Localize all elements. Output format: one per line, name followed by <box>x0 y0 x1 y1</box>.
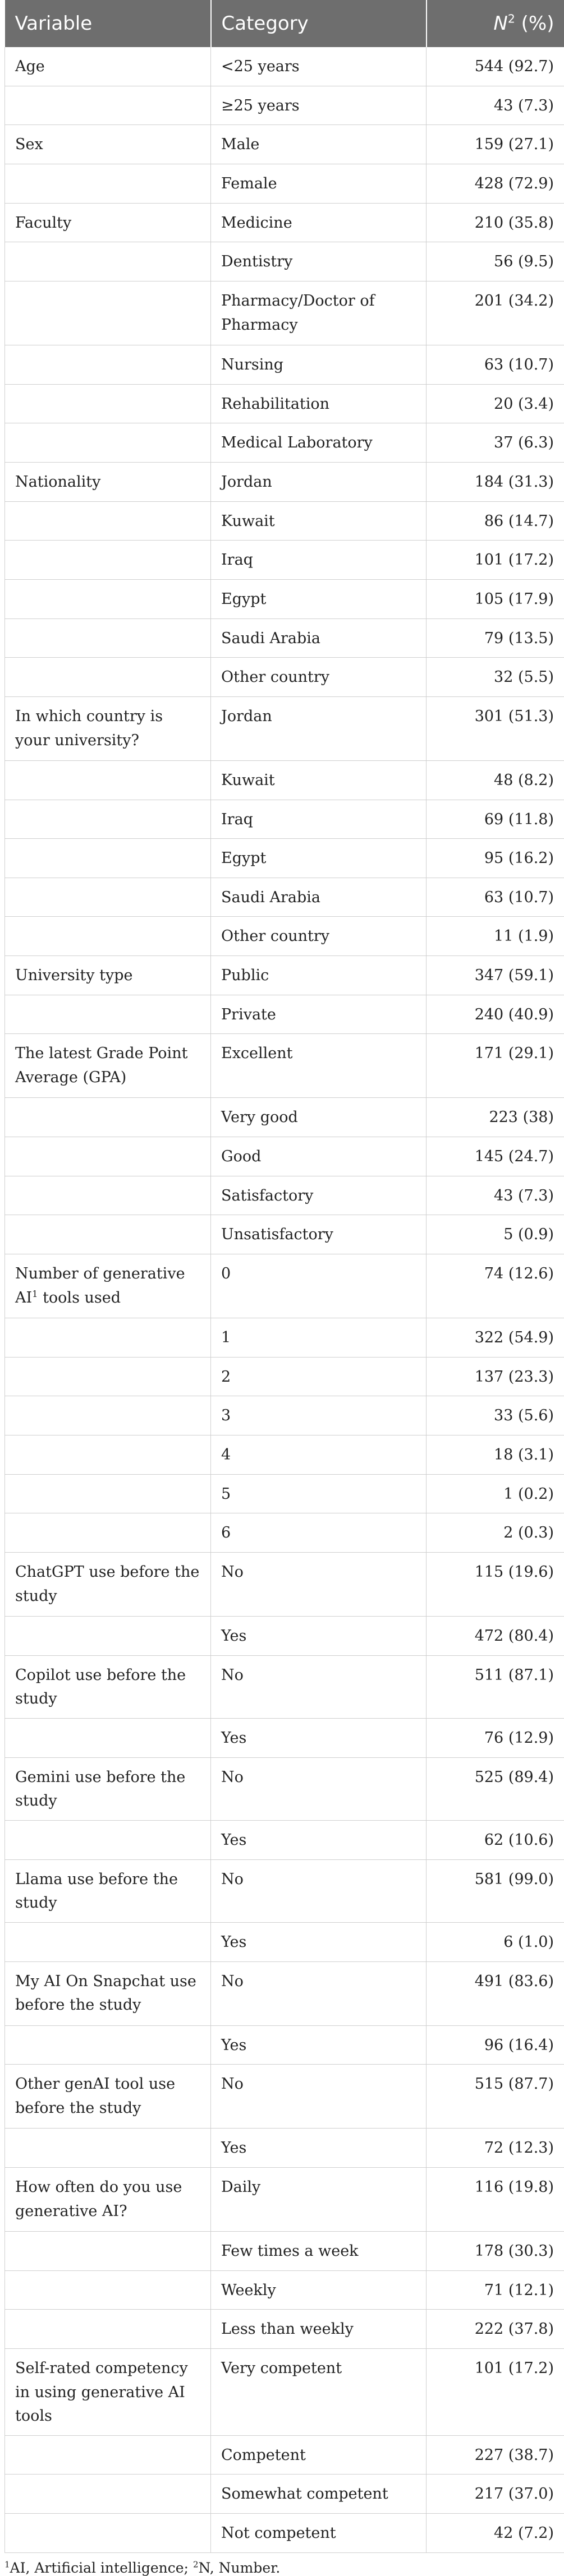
cell-category: No <box>211 1961 427 2025</box>
table-row <box>5 1396 564 1435</box>
cell-category: No <box>211 1859 427 1922</box>
table-row <box>5 2167 564 2231</box>
cell-count-percent: 1 (0.2) <box>427 1474 564 1513</box>
table-row <box>5 1176 564 1215</box>
table-row <box>5 281 564 345</box>
table-row <box>5 86 564 125</box>
cell-count-percent: 62 (10.6) <box>427 1820 564 1859</box>
cell-count-percent: 69 (11.8) <box>427 800 564 839</box>
cell-variable <box>5 125 211 164</box>
cell-count-percent: 18 (3.1) <box>427 1435 564 1475</box>
cell-category: Iraq <box>211 800 427 839</box>
header-count-percent <box>427 0 564 47</box>
cell-count-percent: 115 (19.6) <box>427 1553 564 1617</box>
cell-variable <box>5 1655 211 1718</box>
table-row <box>5 696 564 760</box>
cell-variable <box>5 1034 211 1098</box>
cell-count-percent: 201 (34.2) <box>427 281 564 345</box>
table-row <box>5 1961 564 2025</box>
cell-category: Saudi Arabia <box>211 618 427 658</box>
cell-variable <box>5 541 211 580</box>
variable-text: Sex <box>15 136 43 153</box>
table-row <box>5 618 564 658</box>
cell-variable <box>5 658 211 697</box>
cell-category: Kuwait <box>211 501 427 541</box>
cell-category: Yes <box>211 2129 427 2168</box>
header-n-suffix: (%) <box>515 12 554 35</box>
table-row <box>5 1820 564 1859</box>
table-row <box>5 462 564 501</box>
cell-variable <box>5 2025 211 2065</box>
cell-category: 6 <box>211 1513 427 1553</box>
cell-count-percent: 72 (12.3) <box>427 2129 564 2168</box>
cell-count-percent: 74 (12.6) <box>427 1254 564 1318</box>
cell-variable <box>5 878 211 917</box>
table-row <box>5 800 564 839</box>
cell-category: No <box>211 1553 427 1617</box>
cell-category: Public <box>211 956 427 995</box>
cell-count-percent: 217 (37.0) <box>427 2475 564 2514</box>
cell-category: Somewhat competent <box>211 2475 427 2514</box>
cell-count-percent: 71 (12.1) <box>427 2270 564 2310</box>
header-variable: Variable <box>5 0 211 47</box>
cell-count-percent: 37 (6.3) <box>427 423 564 463</box>
cell-count-percent: 525 (89.4) <box>427 1757 564 1820</box>
cell-category: Daily <box>211 2167 427 2231</box>
cell-variable <box>5 618 211 658</box>
cell-category: Male <box>211 125 427 164</box>
cell-variable <box>5 1318 211 1358</box>
footnote-text-1: AI, Artificial intelligence; <box>10 2560 193 2576</box>
cell-variable <box>5 1396 211 1435</box>
cell-category: Medicine <box>211 203 427 242</box>
table-row <box>5 501 564 541</box>
cell-variable <box>5 579 211 618</box>
header-row <box>5 0 564 47</box>
cell-variable <box>5 2310 211 2349</box>
cell-count-percent: 95 (16.2) <box>427 839 564 878</box>
cell-category: Jordan <box>211 696 427 760</box>
cell-count-percent: 515 (87.7) <box>427 2065 564 2129</box>
cell-count-percent: 227 (38.7) <box>427 2435 564 2475</box>
cell-variable <box>5 917 211 956</box>
cell-count-percent: 322 (54.9) <box>427 1318 564 1358</box>
cell-category: Unsatisfactory <box>211 1215 427 1254</box>
variable-text: Llama use before the study <box>15 1871 178 1912</box>
cell-count-percent: 159 (27.1) <box>427 125 564 164</box>
table-row <box>5 164 564 203</box>
cell-category: Yes <box>211 1718 427 1757</box>
cell-variable <box>5 696 211 760</box>
cell-count-percent: 43 (7.3) <box>427 1176 564 1215</box>
variable-text: Faculty <box>15 214 71 232</box>
cell-category: Jordan <box>211 462 427 501</box>
cell-category: No <box>211 2065 427 2129</box>
cell-category: 3 <box>211 1396 427 1435</box>
table-row <box>5 1718 564 1757</box>
table-row <box>5 1757 564 1820</box>
table-footnote <box>4 2560 564 2576</box>
cell-category: Excellent <box>211 1034 427 1098</box>
cell-count-percent: 101 (17.2) <box>427 2348 564 2435</box>
cell-variable <box>5 86 211 125</box>
cell-variable <box>5 1922 211 1961</box>
cell-variable <box>5 1757 211 1820</box>
table-row <box>5 2065 564 2129</box>
cell-variable <box>5 242 211 281</box>
cell-category: Good <box>211 1137 427 1176</box>
table-row <box>5 1357 564 1396</box>
footnote-marker-2: 2 <box>193 2559 199 2569</box>
table-row <box>5 345 564 384</box>
cell-variable <box>5 2514 211 2553</box>
cell-variable <box>5 1137 211 1176</box>
cell-variable <box>5 2348 211 2435</box>
cell-count-percent: 48 (8.2) <box>427 760 564 800</box>
cell-category: Not competent <box>211 2514 427 2553</box>
cell-variable <box>5 2435 211 2475</box>
table-row <box>5 1098 564 1137</box>
cell-count-percent: 223 (38) <box>427 1098 564 1137</box>
variable-text: Copilot use before the study <box>15 1666 186 1708</box>
cell-count-percent: 33 (5.6) <box>427 1396 564 1435</box>
cell-count-percent: 101 (17.2) <box>427 541 564 580</box>
table-row <box>5 2348 564 2435</box>
cell-category: Nursing <box>211 345 427 384</box>
cell-count-percent: 43 (7.3) <box>427 86 564 125</box>
variable-text: The latest Grade Point Average (GPA) <box>15 1045 187 1086</box>
cell-category: No <box>211 1757 427 1820</box>
cell-category: Competent <box>211 2435 427 2475</box>
cell-category: Dentistry <box>211 242 427 281</box>
header-category: Category <box>211 0 427 47</box>
table-row <box>5 423 564 463</box>
cell-category: Very good <box>211 1098 427 1137</box>
cell-count-percent: 42 (7.2) <box>427 2514 564 2553</box>
variable-text: How often do you use generative AI? <box>15 2178 182 2220</box>
cell-category: Less than weekly <box>211 2310 427 2349</box>
cell-variable <box>5 800 211 839</box>
table-row <box>5 2025 564 2065</box>
footnote-text-2: N, Number. <box>198 2560 280 2576</box>
table-row <box>5 125 564 164</box>
table-row <box>5 1553 564 1617</box>
cell-category: No <box>211 1655 427 1718</box>
cell-count-percent: 491 (83.6) <box>427 1961 564 2025</box>
table-body <box>5 47 564 2552</box>
table-row <box>5 760 564 800</box>
cell-count-percent: 347 (59.1) <box>427 956 564 995</box>
table-row <box>5 1474 564 1513</box>
cell-variable <box>5 1718 211 1757</box>
cell-count-percent: 63 (10.7) <box>427 878 564 917</box>
table-row <box>5 878 564 917</box>
cell-variable <box>5 2231 211 2270</box>
cell-category: Yes <box>211 1820 427 1859</box>
cell-variable <box>5 2167 211 2231</box>
table-row <box>5 1655 564 1718</box>
cell-category: Few times a week <box>211 2231 427 2270</box>
cell-count-percent: 544 (92.7) <box>427 47 564 86</box>
cell-category: Yes <box>211 1922 427 1961</box>
cell-category: Other country <box>211 917 427 956</box>
cell-count-percent: 5 (0.9) <box>427 1215 564 1254</box>
table-row <box>5 1435 564 1475</box>
cell-variable <box>5 1435 211 1475</box>
cell-count-percent: 105 (17.9) <box>427 579 564 618</box>
cell-category: Yes <box>211 1617 427 1656</box>
cell-variable <box>5 1553 211 1617</box>
cell-category: Medical Laboratory <box>211 423 427 463</box>
cell-variable <box>5 2475 211 2514</box>
cell-count-percent: 184 (31.3) <box>427 462 564 501</box>
footnote-marker-1: 1 <box>4 2559 10 2569</box>
cell-category: Other country <box>211 658 427 697</box>
cell-count-percent: 178 (30.3) <box>427 2231 564 2270</box>
cell-count-percent: 6 (1.0) <box>427 1922 564 1961</box>
cell-category: Iraq <box>211 541 427 580</box>
cell-variable <box>5 956 211 995</box>
cell-category: Very competent <box>211 2348 427 2435</box>
table-row <box>5 203 564 242</box>
table-row <box>5 2231 564 2270</box>
cell-category: Rehabilitation <box>211 384 427 423</box>
table-row <box>5 2270 564 2310</box>
cell-variable <box>5 2270 211 2310</box>
cell-variable <box>5 2129 211 2168</box>
cell-variable <box>5 1098 211 1137</box>
cell-variable <box>5 1215 211 1254</box>
cell-count-percent: 145 (24.7) <box>427 1137 564 1176</box>
cell-variable <box>5 1357 211 1396</box>
cell-variable <box>5 281 211 345</box>
variable-text: Other genAI tool use before the study <box>15 2075 175 2117</box>
cell-variable <box>5 1961 211 2025</box>
cell-category: Egypt <box>211 839 427 878</box>
table-header <box>5 0 564 47</box>
cell-count-percent: 511 (87.1) <box>427 1655 564 1718</box>
cell-category: 2 <box>211 1357 427 1396</box>
table-row <box>5 1513 564 1553</box>
table-row <box>5 2514 564 2553</box>
demographics-table <box>4 0 564 2553</box>
table-row <box>5 1318 564 1358</box>
cell-count-percent: 581 (99.0) <box>427 1859 564 1922</box>
header-n-label: N <box>493 12 507 35</box>
table-row <box>5 1922 564 1961</box>
variable-text: In which country is your university? <box>15 708 163 749</box>
variable-text-continued: tools used <box>38 1289 121 1307</box>
variable-text: Age <box>15 58 45 75</box>
cell-count-percent: 20 (3.4) <box>427 384 564 423</box>
cell-variable <box>5 345 211 384</box>
variable-text: Self-rated competency in using generative AI tools <box>15 2360 188 2425</box>
cell-count-percent: 86 (14.7) <box>427 501 564 541</box>
cell-count-percent: 472 (80.4) <box>427 1617 564 1656</box>
header-n-footnote-marker: 2 <box>508 12 515 26</box>
table-row <box>5 384 564 423</box>
table-row <box>5 2310 564 2349</box>
table-row <box>5 995 564 1034</box>
table-row <box>5 658 564 697</box>
table-row <box>5 1034 564 1098</box>
cell-category: 0 <box>211 1254 427 1318</box>
cell-variable <box>5 423 211 463</box>
cell-count-percent: 240 (40.9) <box>427 995 564 1034</box>
cell-category: Weekly <box>211 2270 427 2310</box>
cell-count-percent: 76 (12.9) <box>427 1718 564 1757</box>
cell-variable <box>5 1859 211 1922</box>
cell-variable <box>5 1820 211 1859</box>
table-row <box>5 242 564 281</box>
variable-text: Number of generative AI <box>15 1265 185 1307</box>
variable-text: ChatGPT use before the study <box>15 1563 199 1605</box>
cell-count-percent: 11 (1.9) <box>427 917 564 956</box>
cell-variable <box>5 2065 211 2129</box>
variable-text: Gemini use before the study <box>15 1769 185 1810</box>
cell-category: ≥25 years <box>211 86 427 125</box>
cell-count-percent: 79 (13.5) <box>427 618 564 658</box>
cell-variable <box>5 203 211 242</box>
cell-variable <box>5 501 211 541</box>
cell-count-percent: 171 (29.1) <box>427 1034 564 1098</box>
variable-text: Nationality <box>15 473 100 491</box>
table-row <box>5 1859 564 1922</box>
cell-variable <box>5 1513 211 1553</box>
cell-variable <box>5 1474 211 1513</box>
cell-variable <box>5 384 211 423</box>
cell-count-percent: 137 (23.3) <box>427 1357 564 1396</box>
cell-category: Private <box>211 995 427 1034</box>
cell-count-percent: 56 (9.5) <box>427 242 564 281</box>
cell-variable <box>5 462 211 501</box>
cell-category: Kuwait <box>211 760 427 800</box>
cell-category: <25 years <box>211 47 427 86</box>
cell-category: Female <box>211 164 427 203</box>
cell-variable <box>5 1254 211 1318</box>
cell-category: 1 <box>211 1318 427 1358</box>
cell-variable <box>5 47 211 86</box>
cell-category: Satisfactory <box>211 1176 427 1215</box>
cell-variable <box>5 1617 211 1656</box>
cell-count-percent: 63 (10.7) <box>427 345 564 384</box>
cell-variable <box>5 839 211 878</box>
table-row <box>5 1137 564 1176</box>
cell-variable <box>5 760 211 800</box>
cell-category: Egypt <box>211 579 427 618</box>
cell-category: Pharmacy/Doctor of Pharmacy <box>211 281 427 345</box>
cell-category: Yes <box>211 2025 427 2065</box>
table-row <box>5 2435 564 2475</box>
cell-count-percent: 116 (19.8) <box>427 2167 564 2231</box>
cell-count-percent: 2 (0.3) <box>427 1513 564 1553</box>
table-row <box>5 2475 564 2514</box>
cell-category: 4 <box>211 1435 427 1475</box>
variable-text: My AI On Snapchat use before the study <box>15 1973 196 2014</box>
cell-variable <box>5 1176 211 1215</box>
cell-category: Saudi Arabia <box>211 878 427 917</box>
table-row <box>5 1617 564 1656</box>
table-row <box>5 917 564 956</box>
variable-footnote-marker: 1 <box>32 1289 38 1299</box>
table-row <box>5 2129 564 2168</box>
table-row <box>5 1215 564 1254</box>
cell-variable <box>5 995 211 1034</box>
table-row <box>5 1254 564 1318</box>
cell-count-percent: 210 (35.8) <box>427 203 564 242</box>
table-row <box>5 579 564 618</box>
cell-count-percent: 301 (51.3) <box>427 696 564 760</box>
table-row <box>5 47 564 86</box>
cell-count-percent: 222 (37.8) <box>427 2310 564 2349</box>
cell-count-percent: 96 (16.4) <box>427 2025 564 2065</box>
cell-count-percent: 32 (5.5) <box>427 658 564 697</box>
table-row <box>5 541 564 580</box>
table-row <box>5 839 564 878</box>
table-row <box>5 956 564 995</box>
cell-variable <box>5 164 211 203</box>
cell-category: 5 <box>211 1474 427 1513</box>
variable-text: University type <box>15 967 132 984</box>
cell-count-percent: 428 (72.9) <box>427 164 564 203</box>
